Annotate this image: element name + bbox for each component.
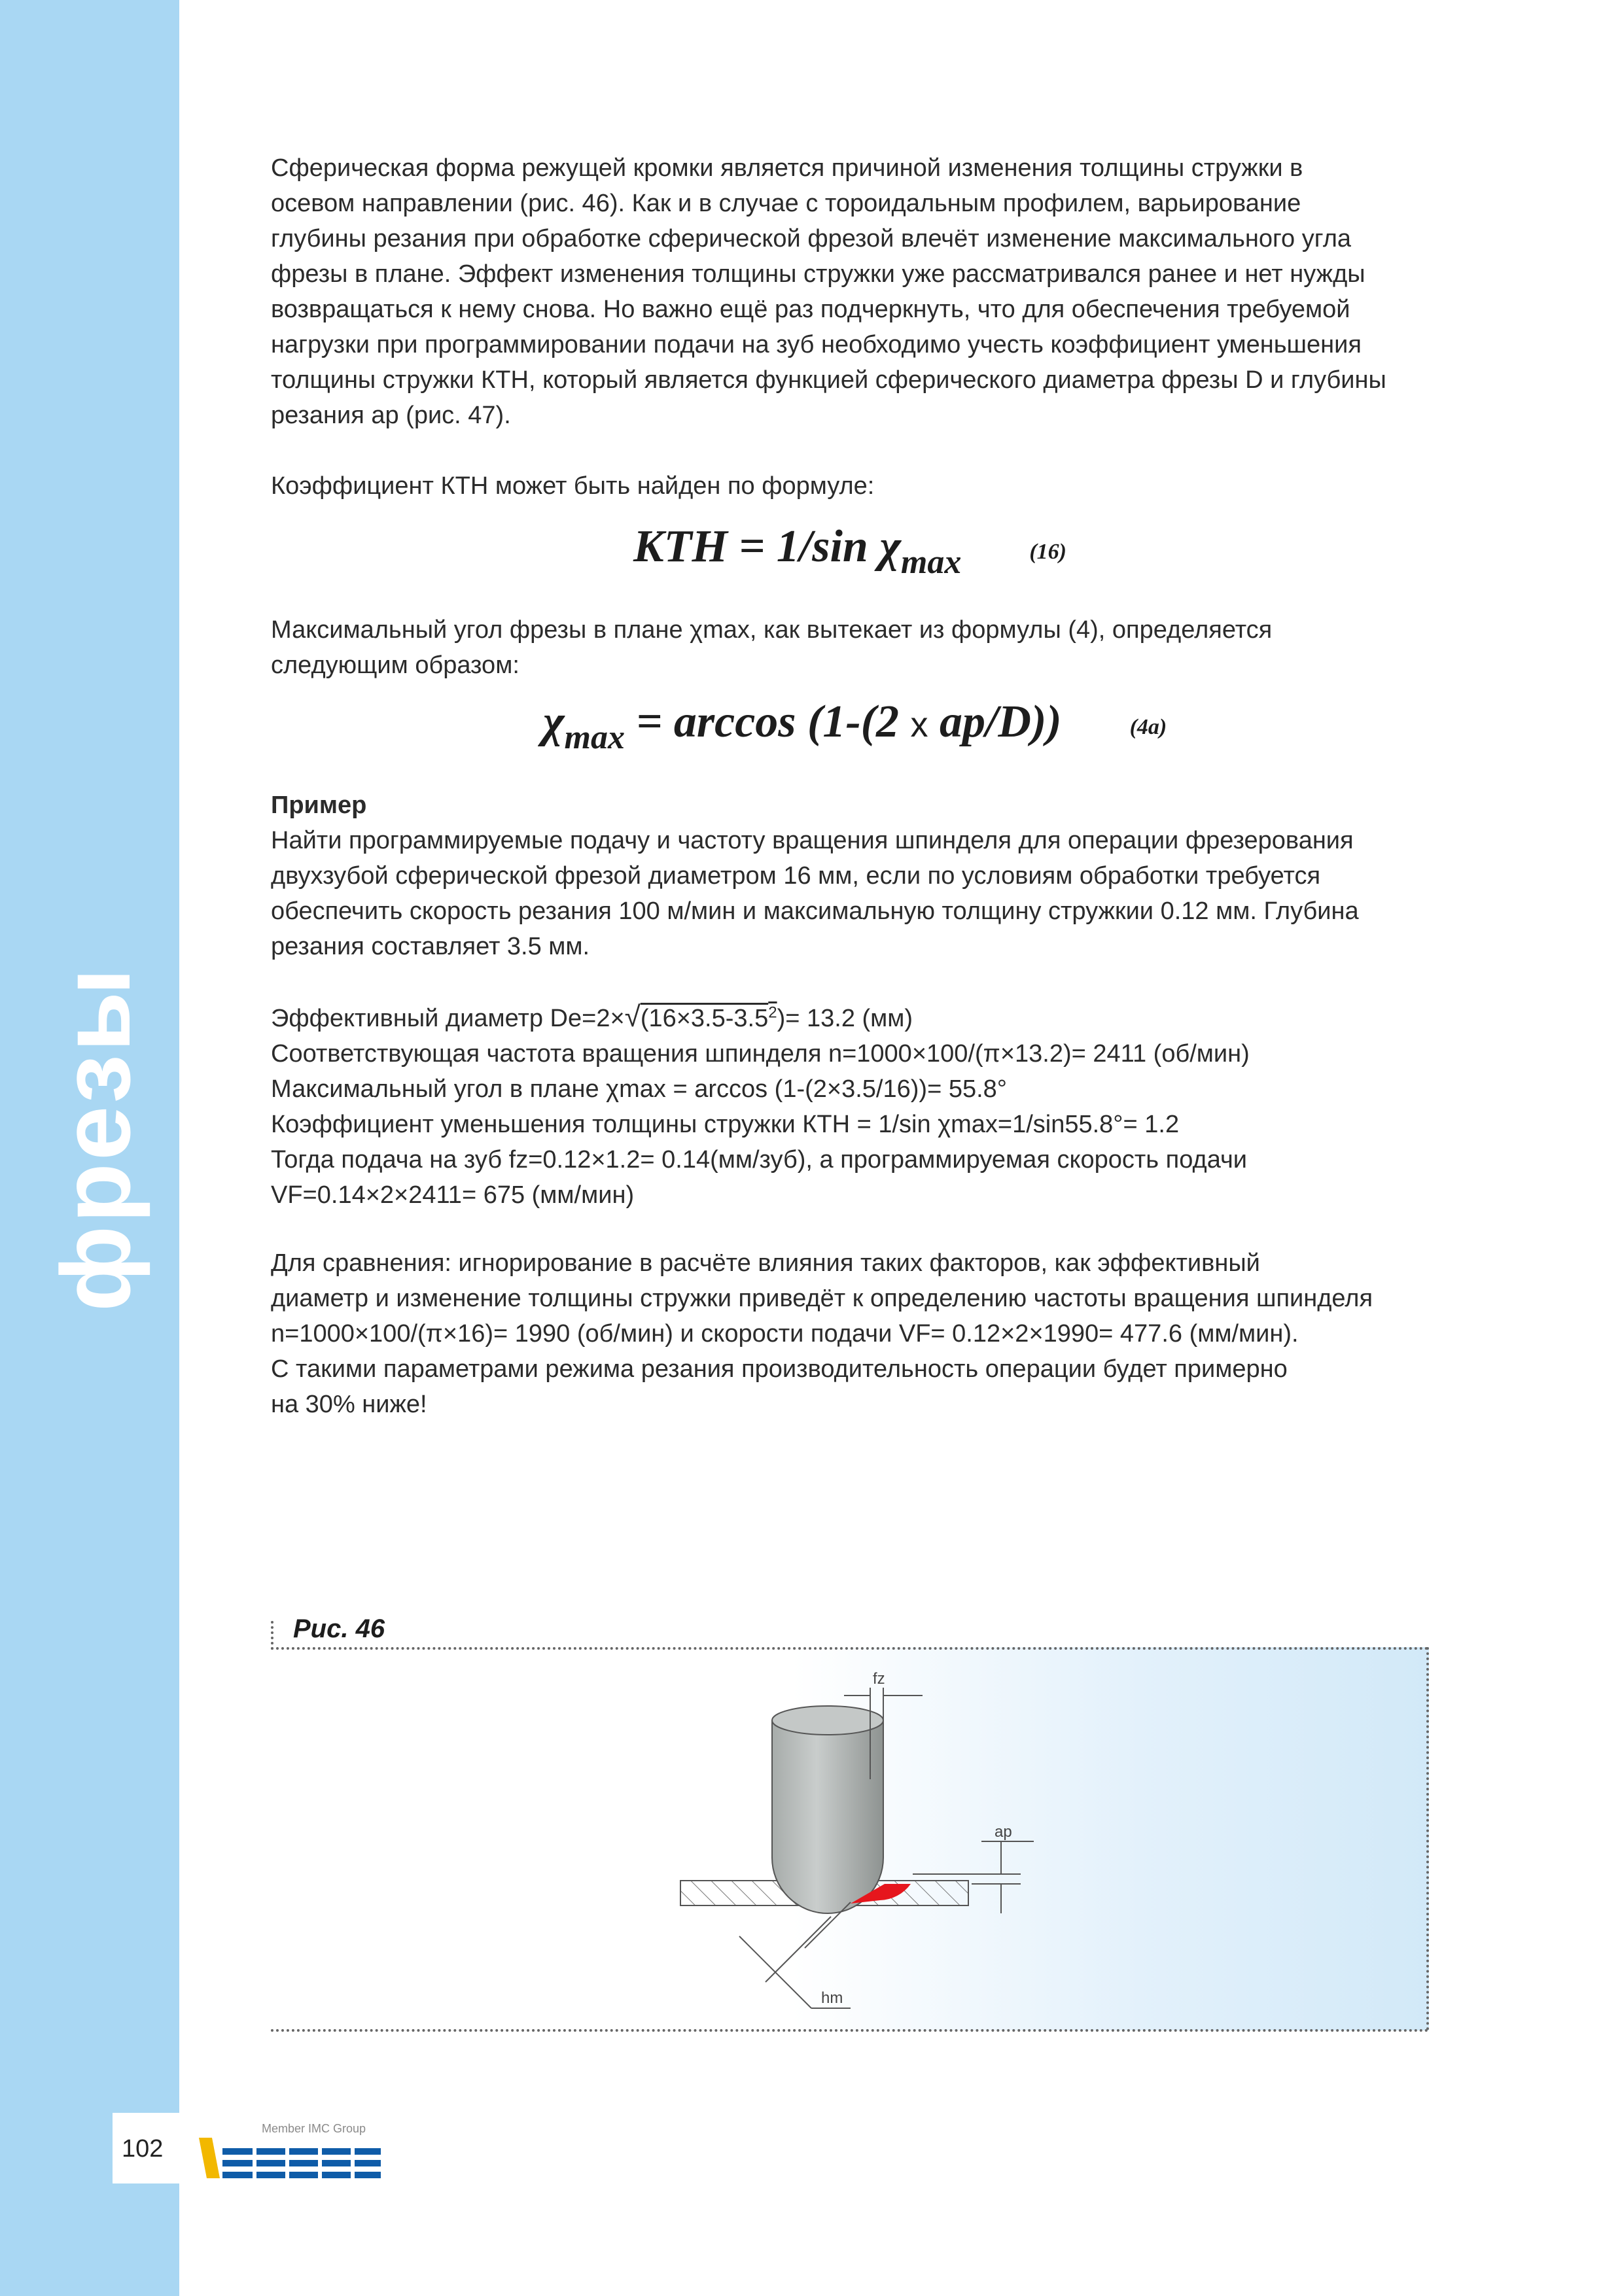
formula-16 — [633, 521, 1067, 581]
page-number: 102 — [122, 2135, 164, 2163]
sqrt-radicand — [641, 1005, 777, 1032]
text-line: резания составляет 3.5 мм. — [271, 933, 590, 960]
member-text: Member IMC Group — [262, 2122, 366, 2135]
chi-symbol: χ — [543, 697, 565, 747]
iscar-logo — [194, 2119, 390, 2195]
calc-line: Соответствующая частота вращения шпинделя n=1000×100/(π×13.2)= 2411 (об/мин) — [271, 1040, 1250, 1068]
text-line: на 30% ниже! — [271, 1391, 427, 1418]
hm-label: hm — [821, 1989, 843, 2007]
calc-suffix: )= 13.2 (мм) — [777, 1005, 913, 1032]
text-line: возвращаться к нему снова. Но важно ещё раз подчеркнуть, что для обеспечения требуемой — [271, 296, 1350, 323]
text-line: толщины стружки КТН, который является функцией сферического диаметра фрезы D и глубины — [271, 366, 1386, 394]
comparison-paragraph — [271, 1245, 1449, 1422]
intro-paragraph — [271, 150, 1449, 433]
formula-16-lhs: KTH = 1/sin — [633, 521, 880, 572]
formula-4a-subscript: max — [564, 719, 625, 756]
ap-label: ap — [995, 1823, 1012, 1841]
divider — [271, 1647, 1429, 1650]
angle-paragraph — [271, 612, 1449, 683]
calc-line: VF=0.14×2×2411= 675 (мм/мин) — [271, 1181, 635, 1209]
text-line: n=1000×100/(π×16)= 1990 (об/мин) и скорости подачи VF= 0.12×2×1990= 477.6 (мм/мин). — [271, 1320, 1299, 1348]
calc-line: Коэффициент уменьшения толщины стружки КТН = 1/sin χmax=1/sin55.8°= 1.2 — [271, 1111, 1180, 1138]
calculation-block — [271, 1000, 1449, 1213]
formula-16-subscript: max — [900, 544, 962, 581]
text-line: осевом направлении (рис. 46). Как и в случае с тороидальным профилем, варьирование — [271, 190, 1301, 217]
sidebar-title: фрезы — [41, 965, 150, 1312]
text-line: фрезы в плане. Эффект изменения толщины стружки уже рассматривался ранее и нет нужды — [271, 260, 1365, 288]
example-section — [271, 788, 1449, 964]
text-line: Для сравнения: игнорирование в расчёте влияния таких факторов, как эффективный — [271, 1249, 1260, 1277]
chi-symbol: χ — [879, 521, 901, 572]
text-line: Найти программируемые подачу и частоту вращения шпинделя для операции фрезерования — [271, 827, 1354, 854]
text-line: нагрузки при программировании подачи на зуб необходимо учесть коэффициент уменьшения — [271, 331, 1362, 358]
calc-inner: (16×3.5-3.5 — [640, 1005, 769, 1032]
formula-4a — [543, 696, 1167, 756]
calc-line: Максимальный угол в плане χmax = arccos (1-(2×3.5/16))= 55.8° — [271, 1075, 1007, 1103]
figure-label: Рис. 46 — [293, 1614, 385, 1643]
text-line: двухзубой сферической фрезой диаметром 16 мм, если по условиям обработки требуется — [271, 862, 1321, 890]
fz-label: fz — [873, 1670, 885, 1688]
calc-exponent: 2 — [768, 1003, 777, 1022]
formula-intro — [271, 468, 1449, 504]
divider — [271, 1621, 273, 1650]
formula-4a-number: (4a) — [1129, 715, 1167, 739]
calc-prefix: Эффективный диаметр De=2× — [271, 1005, 625, 1032]
calc-line-effective-diameter — [271, 1000, 1449, 1036]
text-line: глубины резания при обработке сферической фрезой влечёт изменение максимального угла — [271, 225, 1352, 252]
formula-16-number: (16) — [1029, 540, 1067, 564]
text-line: Максимальный угол фрезы в плане χmax, как вытекает из формулы (4), определяется — [271, 616, 1273, 644]
sqrt-symbol: √ — [624, 1001, 641, 1033]
calc-line: Тогда подача на зуб fz=0.12×1.2= 0.14(мм/зуб), а программируемая скорость подачи — [271, 1146, 1248, 1174]
text-line: Сферическая форма режущей кромки является причиной изменения толщины стружки в — [271, 154, 1303, 182]
divider — [1426, 1647, 1429, 2030]
text-line: обеспечить скорость резания 100 м/мин и максимальную толщину стружкии 0.12 мм. Глубина — [271, 897, 1359, 925]
formula-4a-rhs2: ap/D)) — [928, 697, 1062, 747]
text-line: диаметр и изменение толщины стружки приведёт к определению частоты вращения шпинделя — [271, 1285, 1373, 1312]
times-symbol: x — [910, 705, 928, 744]
divider — [271, 2029, 1429, 2032]
formula-4a-rhs: = arccos (1-(2 — [625, 697, 911, 747]
text-line: следующим образом: — [271, 652, 519, 679]
ball-end-mill-diagram — [654, 1661, 1060, 2015]
sidebar — [0, 0, 179, 2296]
formula-intro-text: Коэффициент КТН может быть найден по формуле: — [271, 472, 875, 500]
text-line: резания ap (рис. 47). — [271, 402, 511, 429]
text-line: С такими параметрами режима резания производительность операции будет примерно — [271, 1355, 1288, 1383]
example-heading: Пример — [271, 791, 367, 819]
end-mill-body — [772, 1720, 883, 1913]
end-mill-top — [772, 1706, 883, 1735]
